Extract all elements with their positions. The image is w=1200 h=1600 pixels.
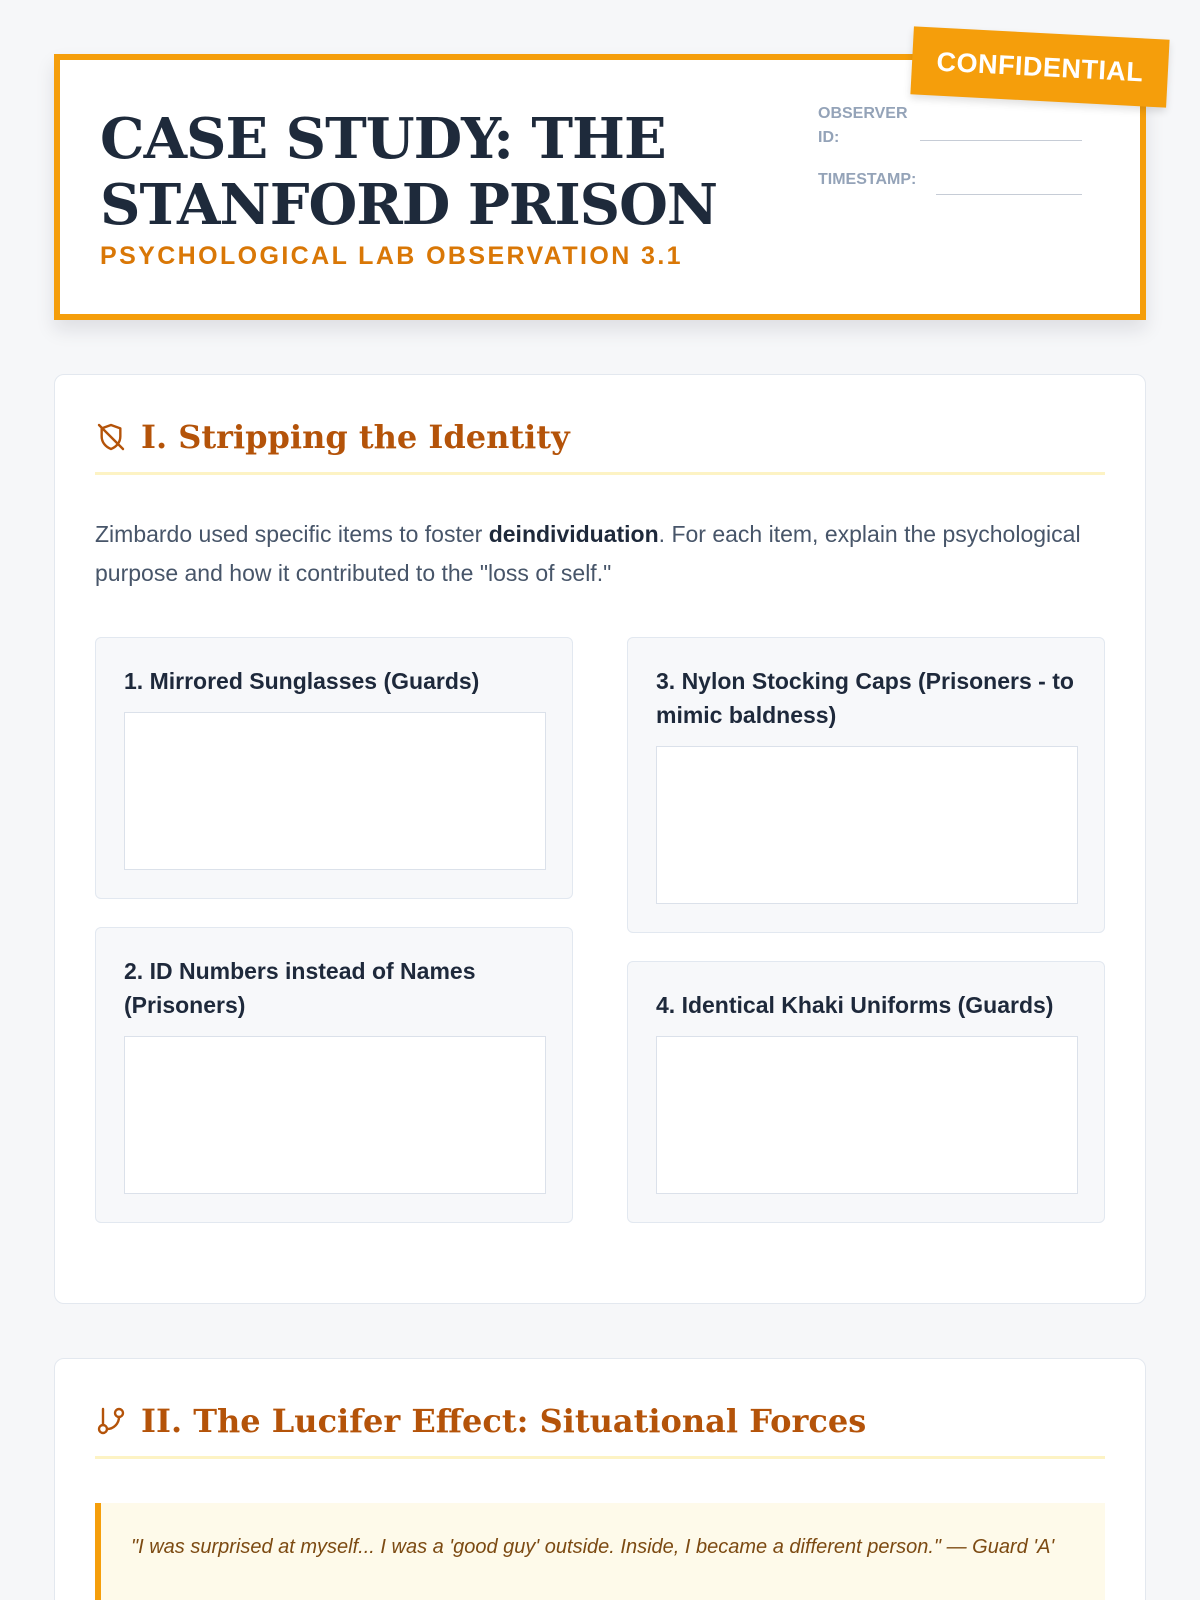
item-card-uniforms xyxy=(627,961,1105,1223)
observer-id-label: OBSERVER ID: xyxy=(818,105,908,146)
item-card-id-numbers xyxy=(95,927,573,1223)
item-label: 3. Nylon Stocking Caps (Prisoners - to mimic baldness) xyxy=(656,668,1074,728)
section-title: I. Stripping the Identity xyxy=(141,418,570,456)
answer-field-id-numbers[interactable] xyxy=(124,1036,546,1194)
answer-field-uniforms[interactable] xyxy=(656,1036,1078,1194)
git-branch-icon xyxy=(95,1405,127,1437)
item-card-stocking-caps xyxy=(627,637,1105,933)
answer-field-stocking-caps[interactable] xyxy=(656,746,1078,904)
observer-id-field[interactable] xyxy=(920,140,1082,141)
page-title: CASE STUDY: THE STANFORD PRISON xyxy=(100,106,718,238)
section-intro: Zimbardo used specific items to foster deindividuation. For each item, explain the psychological purpose and how it contributed to the "loss of self." xyxy=(95,521,1081,586)
confidential-stamp: CONFIDENTIAL xyxy=(910,26,1169,107)
shield-off-icon xyxy=(95,421,127,453)
section-lucifer-effect xyxy=(54,1358,1146,1600)
key-term: deindividuation xyxy=(488,521,659,547)
guard-quote: "I was surprised at myself... I was a 'good guy' outside. Inside, I became a different person." — Guard 'A' xyxy=(95,1503,1105,1600)
item-label: 4. Identical Khaki Uniforms (Guards) xyxy=(656,992,1054,1018)
section-heading xyxy=(95,1401,1105,1459)
section-title: II. The Lucifer Effect: Situational Forces xyxy=(141,1402,867,1440)
timestamp-field[interactable] xyxy=(936,194,1082,195)
page-subtitle: PSYCHOLOGICAL LAB OBSERVATION 3.1 xyxy=(100,242,683,270)
answer-field-sunglasses[interactable] xyxy=(124,712,546,870)
section-identity xyxy=(54,374,1146,1304)
item-label: 2. ID Numbers instead of Names (Prisoners) xyxy=(124,958,476,1018)
item-card-sunglasses xyxy=(95,637,573,899)
section-heading xyxy=(95,417,1105,475)
item-label: 1. Mirrored Sunglasses (Guards) xyxy=(124,668,480,694)
timestamp-label: TIMESTAMP: xyxy=(818,171,917,188)
